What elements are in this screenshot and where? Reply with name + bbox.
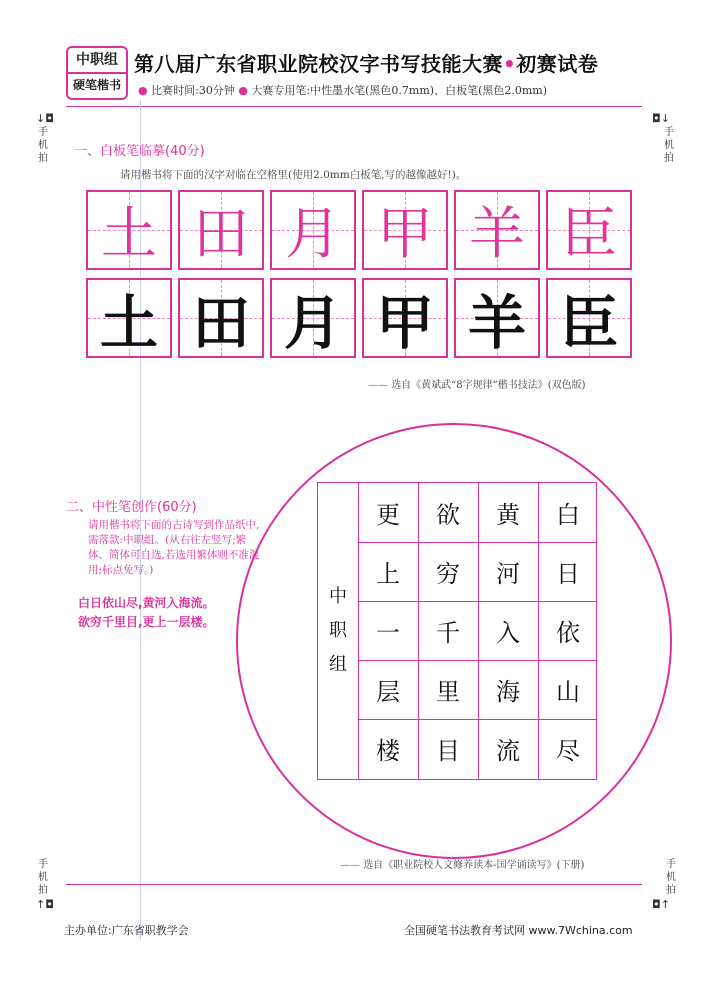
copied-char: 甲 — [375, 289, 434, 357]
source-dash: —— — [368, 380, 388, 391]
model-char: 臣 — [561, 202, 617, 267]
page-title — [134, 48, 598, 77]
poem-line-2: 欲穷千里目,更上一层楼。 — [78, 615, 215, 629]
side-label-bottom-right: 手 机 拍 — [666, 859, 676, 896]
camera-icon: ◘↑ — [652, 898, 670, 911]
copy-cell — [362, 278, 448, 358]
copy-cell — [270, 278, 356, 358]
model-cell — [86, 190, 172, 270]
bullet-icon: ● — [238, 84, 248, 97]
poem-char: 尽 — [556, 737, 580, 765]
poem-char: 日 — [556, 560, 580, 588]
section1-title: 一、白板笔临摹(40分) — [74, 144, 205, 159]
footer-divider — [66, 884, 642, 885]
poem-char: 穷 — [436, 560, 460, 588]
model-char: 田 — [193, 202, 249, 267]
model-cell — [454, 190, 540, 270]
section2-title: 二、中性笔创作(60分) — [66, 500, 197, 515]
copied-char: 土 — [99, 289, 158, 357]
poem-char: 山 — [556, 678, 580, 706]
source-text: 选自《职业院校人文修养读本-国学诵读写》(下册) — [363, 860, 585, 871]
poem-char: 入 — [496, 619, 520, 647]
model-char-row — [86, 190, 634, 270]
copy-cell — [86, 278, 172, 358]
title-dot: • — [503, 52, 517, 76]
model-cell — [270, 190, 356, 270]
poem-char: 上 — [376, 560, 400, 588]
poem-char: 楼 — [376, 737, 400, 765]
signature-char: 职 — [329, 620, 347, 641]
poem-char: 里 — [436, 678, 460, 706]
poem-char: 一 — [376, 619, 400, 647]
copied-char: 月 — [283, 289, 342, 357]
camera-icon: ↑◘ — [36, 898, 54, 911]
camera-icon: ↓◘ — [36, 112, 54, 125]
poem-char: 目 — [436, 737, 460, 765]
poem-char: 层 — [376, 678, 400, 706]
exam-info — [138, 82, 547, 98]
section1-instruction: 请用楷书将下面的汉字对临在空格里(使用2.0mm白板笔,写的越像越好!)。 — [120, 169, 467, 181]
copied-char: 田 — [191, 289, 250, 357]
side-label-bottom-left: 手 机 拍 — [38, 859, 48, 896]
group-badge — [66, 46, 128, 100]
poem-char: 海 — [496, 678, 520, 706]
exam-pen: 大赛专用笔:中性墨水笔(黑色0.7mm)、白板笔(黑色2.0mm) — [251, 84, 548, 97]
section2-instruction: 请用楷书将下面的古诗写到作品纸中,需落款:中职组。(从右往左竖写;繁体、简体可自选,若选用繁体则不准混用;标点免写。) — [88, 519, 260, 576]
exam-time: 比赛时间:30分钟 — [151, 84, 235, 97]
poem-grid — [317, 482, 597, 780]
model-char: 月 — [285, 202, 341, 267]
copy-cell — [546, 278, 632, 358]
badge-group: 中职组 — [68, 48, 126, 74]
signature-char: 组 — [329, 654, 347, 675]
copied-char: 臣 — [559, 289, 618, 357]
copied-char: 羊 — [467, 289, 526, 357]
poem-char: 流 — [496, 737, 520, 765]
camera-icon: ◘↓ — [652, 112, 670, 125]
poem-char: 河 — [496, 560, 520, 588]
source-text: 选自《黄斌武“8字规律”楷书技法》(双色版) — [391, 380, 586, 391]
organizer: 主办单位:广东省职教学会 — [64, 924, 189, 937]
title-main: 第八届广东省职业院校汉字书写技能大赛 — [134, 52, 503, 76]
section1-source — [368, 376, 586, 391]
poem-char: 更 — [376, 501, 400, 529]
section2-source — [340, 856, 584, 871]
model-char: 羊 — [469, 202, 525, 267]
copy-cell — [178, 278, 264, 358]
model-char: 土 — [101, 202, 157, 267]
signature-char: 中 — [329, 586, 347, 607]
website: 全国硬笔书法教育考试网 www.7Wchina.com — [404, 924, 633, 937]
bullet-icon: ● — [138, 84, 148, 97]
poem-char: 白 — [556, 501, 580, 529]
poem-char: 黄 — [496, 501, 520, 529]
model-char: 甲 — [377, 202, 433, 267]
model-cell — [178, 190, 264, 270]
poem-char: 千 — [436, 619, 460, 647]
poem-char: 欲 — [436, 501, 460, 529]
header-divider — [66, 106, 642, 107]
poem-line-1: 白日依山尽,黄河入海流。 — [78, 596, 215, 610]
title-tail: 初赛试卷 — [516, 52, 599, 76]
side-label-top-right: 手 机 拍 — [664, 127, 674, 164]
signature-column — [318, 483, 358, 779]
side-label-top-left: 手 机 拍 — [38, 127, 48, 164]
model-cell — [362, 190, 448, 270]
poem-char: 依 — [556, 619, 580, 647]
copy-cell — [454, 278, 540, 358]
copy-char-row — [86, 278, 634, 358]
model-cell — [546, 190, 632, 270]
source-dash: —— — [340, 860, 360, 871]
badge-category: 硬笔楷书 — [72, 78, 121, 92]
